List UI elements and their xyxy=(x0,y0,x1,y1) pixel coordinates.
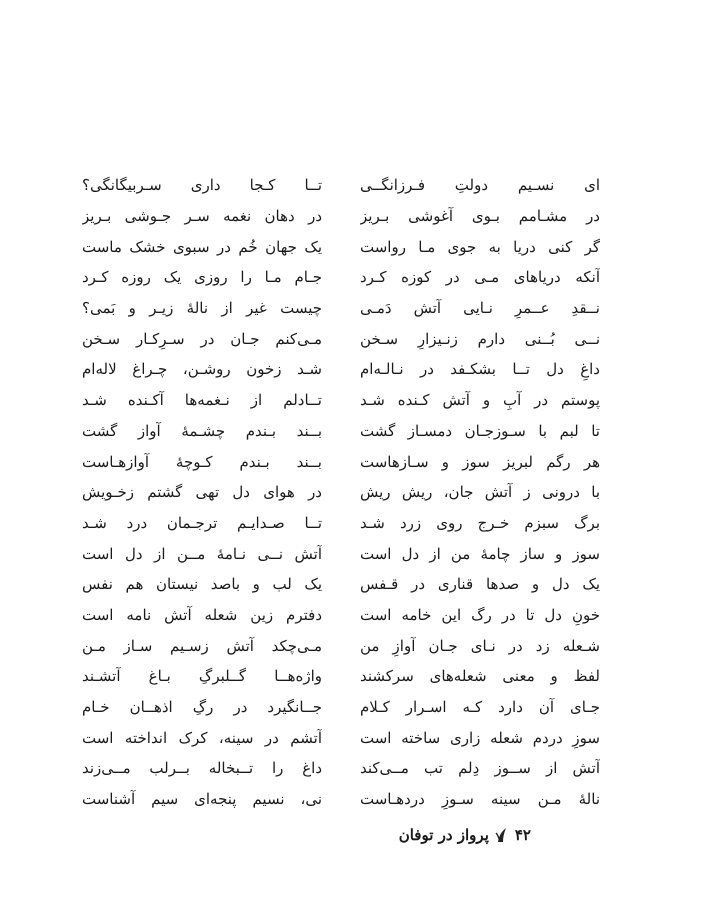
hemistich-right: آتش از ســوز دِلم تب مــی‌کند xyxy=(360,759,600,778)
hemistich-left: واژه‌هــا گــلبرگِ بـاغ آتشـند xyxy=(82,667,322,686)
couplet xyxy=(50,416,650,447)
hemistich-right: در مشـامم بـوی آغوشی بـریز xyxy=(360,207,600,226)
couplet xyxy=(50,385,650,416)
hemistich-right: آنکه دریاهای مـی در کوزه کـرد xyxy=(360,268,600,287)
hemistich-right: داغِ دل تــا بشکـفد در نـالـه‌ام xyxy=(360,360,600,379)
hemistich-left: داغ را تــبخاله بــرلب مــی‌زند xyxy=(82,759,322,778)
couplet xyxy=(50,722,650,753)
couplet xyxy=(50,323,650,354)
hemistich-left: جــانگیرد در رگِ اذهــان خـام xyxy=(82,698,322,717)
couplet xyxy=(50,538,650,569)
hemistich-right: جـای آن دارد کـه اسـرار کـلام xyxy=(360,698,600,717)
couplet xyxy=(50,600,650,631)
hemistich-right: سوزِ دردم شعله زاری ساخته است xyxy=(360,728,600,747)
couplet xyxy=(50,293,650,324)
couplet xyxy=(50,170,650,201)
hemistich-right: خونِ دل تا در رگ این خامه است xyxy=(360,605,600,624)
couplet xyxy=(50,661,650,692)
couplet xyxy=(50,477,650,508)
hemistich-left: در هوای دل تهی گشتم زخـویش xyxy=(82,483,322,502)
bird-icon xyxy=(495,827,509,843)
hemistich-left: تــا کـجا داری سـربیگانگی؟ xyxy=(82,176,322,195)
hemistich-right: لفظ و معنی شعله‌های سرکشند xyxy=(360,667,600,686)
hemistich-right: ای نسـیم دولتِ فـرزانگــی xyxy=(360,176,600,195)
hemistich-left: تــادلم از نـغمه‌ها آکـنده شـد xyxy=(82,391,322,410)
hemistich-left: شـد زخون روشـن، چـراغ لاله‌ام xyxy=(82,360,322,379)
hemistich-left: آتش نــی نـامۀ مــن از دل است xyxy=(82,544,322,563)
hemistich-left: یک جهان خُم در سبوی خشک ماست xyxy=(82,237,322,256)
hemistich-left: بــند بـندم چشـمۀ آواز گشت xyxy=(82,421,322,440)
couplet xyxy=(50,231,650,262)
couplet xyxy=(50,262,650,293)
page-number: ۴۲ xyxy=(514,826,531,844)
hemistich-right: شـعله زد در نـای جـان آوازِ من xyxy=(360,636,600,655)
hemistich-right: هر رگم لبریز سوز و سـازهاست xyxy=(360,452,600,471)
hemistich-left: جـام مـا را روزی یک روزه کـرد xyxy=(82,268,322,287)
hemistich-right: با درونی ز آتش جان، ریش ریش xyxy=(360,483,600,502)
page-footer xyxy=(399,826,531,844)
hemistich-left: نی، نسیم پنجه‌ای سیم آشناست xyxy=(82,790,322,809)
couplet xyxy=(50,753,650,784)
hemistich-right: نــقدِ عــمرِ نـایی آتش دَمـی xyxy=(360,299,600,318)
couplet xyxy=(50,354,650,385)
hemistich-left: مـی‌کنم جـان در سـرِکـار سـخن xyxy=(82,329,322,348)
hemistich-left: در دهان نغمه سـر جـوشی بـریز xyxy=(82,207,322,226)
couplet xyxy=(50,569,650,600)
couplet xyxy=(50,692,650,723)
book-title: پرواز در توفان xyxy=(398,826,489,844)
hemistich-left: دفترم زین شعله آتش نامه است xyxy=(82,605,322,624)
hemistich-right: یک دل و صدها قناری در قـفس xyxy=(360,575,600,594)
hemistich-left: چیست غیر از نالۀ زیـر و بَمی؟ xyxy=(82,299,322,318)
hemistich-right: نــی بُــنی دارم زنـیزارِ سـخن xyxy=(360,329,600,348)
hemistich-left: تــا صـدایـم ترجـمان درد شـد xyxy=(82,513,322,532)
hemistich-left: یک لب و باصد نیستان هم نفس xyxy=(82,575,322,594)
hemistich-right: برگ سبزم خـرج روی زرد شـد xyxy=(360,513,600,532)
hemistich-left: بــند بـندم کـوچۀ آوازهـاست xyxy=(82,452,322,471)
hemistich-right: تا لبم با سـوزجـان دمسـاز گشت xyxy=(360,421,600,440)
hemistich-right: نالۀ مـن سینه سـوزِ دردهـاست xyxy=(360,790,600,809)
hemistich-right: سوز و ساز چامۀ من از دل است xyxy=(360,544,600,563)
couplet xyxy=(50,446,650,477)
couplet xyxy=(50,508,650,539)
poem xyxy=(50,170,650,814)
hemistich-right: پوستم در آبِ و آتش کـنده شـد xyxy=(360,391,600,410)
couplet xyxy=(50,630,650,661)
couplet xyxy=(50,201,650,232)
hemistich-right: گر کنی دریا به جوی مـا رواست xyxy=(360,237,600,256)
hemistich-left: مـی‌چکد آتش زسـیم سـاز مـن xyxy=(82,636,322,655)
couplet xyxy=(50,784,650,815)
hemistich-left: آتشم در سینه، کرک انداخته است xyxy=(82,728,322,747)
